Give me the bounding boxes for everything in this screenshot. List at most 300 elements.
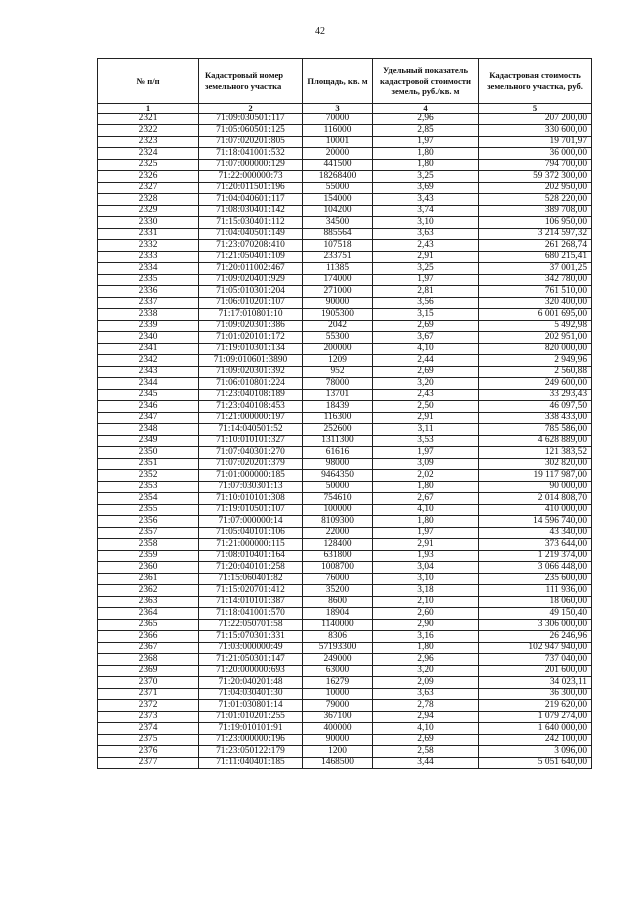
area-cell: 2042: [303, 320, 373, 332]
cadastral-value-cell: 373 644,00: [479, 539, 592, 551]
table-row: [98, 355, 592, 367]
header-cadastral-number: Кадастровый номер земельного участка: [199, 59, 303, 104]
area-cell: 18268400: [303, 171, 373, 183]
cadastral-value-cell: 410 000,00: [479, 504, 592, 516]
table-row: [98, 251, 592, 263]
cadastral-number-cell: 71:23:000000:196: [199, 734, 303, 746]
unit-value-cell: 3,44: [373, 757, 479, 769]
unit-value-cell: 2,44: [373, 355, 479, 367]
header-unit-value: Удельный показатель кадастровой стоимости земель, руб./кв. м: [373, 59, 479, 104]
table-row: [98, 136, 592, 148]
unit-value-cell: 3,43: [373, 194, 479, 206]
cadastral-value-cell: 5 492,98: [479, 320, 592, 332]
header-cadastral-value: Кадастровая стоимость земельного участка, руб.: [479, 59, 592, 104]
table-row: [98, 481, 592, 493]
row-number-cell: 2357: [98, 527, 199, 539]
cadastral-number-cell: 71:15:070301:331: [199, 631, 303, 643]
unit-value-cell: 1,93: [373, 550, 479, 562]
unit-value-cell: 3,11: [373, 424, 479, 436]
cadastral-number-cell: 71:15:060401:82: [199, 573, 303, 585]
unit-value-cell: 1,80: [373, 148, 479, 160]
area-cell: 1008700: [303, 562, 373, 574]
cadastral-number-cell: 71:22:050701:58: [199, 619, 303, 631]
table-row: [98, 424, 592, 436]
cadastral-number-cell: 71:01:010201:255: [199, 711, 303, 723]
row-number-cell: 2329: [98, 205, 199, 217]
cadastral-number-cell: 71:17:010801:10: [199, 309, 303, 321]
row-number-cell: 2327: [98, 182, 199, 194]
area-cell: 249000: [303, 654, 373, 666]
row-number-cell: 2377: [98, 757, 199, 769]
cadastral-value-cell: 14 596 740,00: [479, 516, 592, 528]
table-row: [98, 125, 592, 137]
area-cell: 252600: [303, 424, 373, 436]
table-row: [98, 573, 592, 585]
area-cell: 22000: [303, 527, 373, 539]
cadastral-value-cell: 19 701,97: [479, 136, 592, 148]
cadastral-value-cell: 389 708,00: [479, 205, 592, 217]
row-number-cell: 2341: [98, 343, 199, 355]
cadastral-value-cell: 219 620,00: [479, 700, 592, 712]
cadastral-number-cell: 71:07:000000:129: [199, 159, 303, 171]
table-row: [98, 723, 592, 735]
cadastral-value-cell: 794 700,00: [479, 159, 592, 171]
table-row: [98, 148, 592, 160]
cadastral-number-cell: 71:15:020701:412: [199, 585, 303, 597]
area-cell: 271000: [303, 286, 373, 298]
cadastral-value-cell: 330 600,00: [479, 125, 592, 137]
area-cell: 18904: [303, 608, 373, 620]
table-row: [98, 700, 592, 712]
column-number: 3: [303, 104, 373, 114]
cadastral-number-cell: 71:04:040501:149: [199, 228, 303, 240]
cadastral-number-cell: 71:08:030401:142: [199, 205, 303, 217]
unit-value-cell: 2,91: [373, 412, 479, 424]
area-cell: 116300: [303, 412, 373, 424]
table-row: [98, 240, 592, 252]
table-row: [98, 171, 592, 183]
table-row: [98, 435, 592, 447]
cadastral-number-cell: 71:14:010101:387: [199, 596, 303, 608]
row-number-cell: 2335: [98, 274, 199, 286]
unit-value-cell: 3,10: [373, 573, 479, 585]
cadastral-number-cell: 71:01:000000:185: [199, 470, 303, 482]
table-row: [98, 631, 592, 643]
area-cell: 16279: [303, 677, 373, 689]
table-row: [98, 608, 592, 620]
area-cell: 1140000: [303, 619, 373, 631]
table-row: [98, 746, 592, 758]
cadastral-number-cell: 71:19:010101:91: [199, 723, 303, 735]
area-cell: 76000: [303, 573, 373, 585]
unit-value-cell: 2,69: [373, 320, 479, 332]
cadastral-value-cell: 19 117 987,00: [479, 470, 592, 482]
area-cell: 10000: [303, 688, 373, 700]
cadastral-number-cell: 71:22:000000:73: [199, 171, 303, 183]
row-number-cell: 2369: [98, 665, 199, 677]
table-row: [98, 642, 592, 654]
area-cell: 1209: [303, 355, 373, 367]
row-number-cell: 2355: [98, 504, 199, 516]
table-row: [98, 677, 592, 689]
area-cell: 8109300: [303, 516, 373, 528]
column-number: 1: [98, 104, 199, 114]
row-number-cell: 2333: [98, 251, 199, 263]
row-number-cell: 2324: [98, 148, 199, 160]
unit-value-cell: 4,10: [373, 504, 479, 516]
area-cell: 400000: [303, 723, 373, 735]
area-cell: 11385: [303, 263, 373, 275]
cadastral-value-cell: 2 949,96: [479, 355, 592, 367]
area-cell: 885564: [303, 228, 373, 240]
table-row: [98, 539, 592, 551]
unit-value-cell: 3,53: [373, 435, 479, 447]
unit-value-cell: 1,97: [373, 447, 479, 459]
table-row: [98, 711, 592, 723]
unit-value-cell: 2,91: [373, 539, 479, 551]
cadastral-value-cell: 43 340,00: [479, 527, 592, 539]
cadastral-number-cell: 71:23:050122:179: [199, 746, 303, 758]
cadastral-value-cell: 201 600,00: [479, 665, 592, 677]
unit-value-cell: 1,80: [373, 642, 479, 654]
cadastral-number-cell: 71:18:041001:532: [199, 148, 303, 160]
row-number-cell: 2360: [98, 562, 199, 574]
area-cell: 63000: [303, 665, 373, 677]
cadastral-number-cell: 71:06:010801:224: [199, 378, 303, 390]
row-number-cell: 2344: [98, 378, 199, 390]
unit-value-cell: 2,43: [373, 389, 479, 401]
table-row: [98, 182, 592, 194]
area-cell: 35200: [303, 585, 373, 597]
area-cell: 55300: [303, 332, 373, 344]
table-row: [98, 217, 592, 229]
table-row: [98, 274, 592, 286]
cadastral-number-cell: 71:07:020201:805: [199, 136, 303, 148]
cadastral-value-cell: 785 586,00: [479, 424, 592, 436]
row-number-cell: 2351: [98, 458, 199, 470]
unit-value-cell: 2,94: [373, 711, 479, 723]
area-cell: 50000: [303, 481, 373, 493]
row-number-cell: 2364: [98, 608, 199, 620]
row-number-cell: 2352: [98, 470, 199, 482]
area-cell: 1200: [303, 746, 373, 758]
row-number-cell: 2345: [98, 389, 199, 401]
table-row: [98, 665, 592, 677]
cadastral-number-cell: 71:01:020101:172: [199, 332, 303, 344]
area-cell: 8306: [303, 631, 373, 643]
table-row: [98, 228, 592, 240]
cadastral-number-cell: 71:10:010101:327: [199, 435, 303, 447]
unit-value-cell: 2,81: [373, 286, 479, 298]
row-number-cell: 2325: [98, 159, 199, 171]
cadastral-number-cell: 71:20:011002:467: [199, 263, 303, 275]
area-cell: 631800: [303, 550, 373, 562]
unit-value-cell: 3,16: [373, 631, 479, 643]
row-number-cell: 2363: [98, 596, 199, 608]
table-row: [98, 366, 592, 378]
row-number-cell: 2376: [98, 746, 199, 758]
cadastral-number-cell: 71:04:030401:30: [199, 688, 303, 700]
cadastral-number-cell: 71:09:020401:929: [199, 274, 303, 286]
unit-value-cell: 2,50: [373, 401, 479, 413]
unit-value-cell: 2,90: [373, 619, 479, 631]
area-cell: 154000: [303, 194, 373, 206]
unit-value-cell: 2,43: [373, 240, 479, 252]
table-row: [98, 688, 592, 700]
unit-value-cell: 2,58: [373, 746, 479, 758]
cadastral-value-cell: 18 060,00: [479, 596, 592, 608]
cadastral-number-cell: 71:07:000000:14: [199, 516, 303, 528]
column-number: 4: [373, 104, 479, 114]
row-number-cell: 2328: [98, 194, 199, 206]
cadastral-value-cell: 242 100,00: [479, 734, 592, 746]
cadastral-value-cell: 261 268,74: [479, 240, 592, 252]
column-number: 5: [479, 104, 592, 114]
area-cell: 61616: [303, 447, 373, 459]
row-number-cell: 2375: [98, 734, 199, 746]
cadastral-value-cell: 737 040,00: [479, 654, 592, 666]
cadastral-number-cell: 71:20:000000:693: [199, 665, 303, 677]
unit-value-cell: 2,91: [373, 251, 479, 263]
cadastral-number-cell: 71:01:030801:14: [199, 700, 303, 712]
area-cell: 200000: [303, 343, 373, 355]
cadastral-value-cell: 49 150,40: [479, 608, 592, 620]
table-row: [98, 447, 592, 459]
unit-value-cell: 3,74: [373, 205, 479, 217]
cadastral-value-cell: 342 780,00: [479, 274, 592, 286]
table-row: [98, 619, 592, 631]
table-row: [98, 470, 592, 482]
table-row: [98, 493, 592, 505]
area-cell: 107518: [303, 240, 373, 252]
cadastral-value-cell: 26 246,96: [479, 631, 592, 643]
cadastral-value-cell: 46 097,50: [479, 401, 592, 413]
row-number-cell: 2347: [98, 412, 199, 424]
cadastral-number-cell: 71:15:030401:112: [199, 217, 303, 229]
table-row: [98, 159, 592, 171]
table-row: [98, 286, 592, 298]
cadastral-number-cell: 71:21:050401:109: [199, 251, 303, 263]
unit-value-cell: 3,10: [373, 217, 479, 229]
row-number-cell: 2349: [98, 435, 199, 447]
row-number-cell: 2321: [98, 113, 199, 125]
cadastral-number-cell: 71:06:010201:107: [199, 297, 303, 309]
unit-value-cell: 4,10: [373, 343, 479, 355]
table-row: [98, 309, 592, 321]
row-number-cell: 2343: [98, 366, 199, 378]
table-row: [98, 562, 592, 574]
cadastral-value-cell: 3 214 597,32: [479, 228, 592, 240]
cadastral-value-cell: 528 220,00: [479, 194, 592, 206]
table-row: [98, 401, 592, 413]
row-number-cell: 2340: [98, 332, 199, 344]
cadastral-number-cell: 71:19:010301:134: [199, 343, 303, 355]
row-number-cell: 2346: [98, 401, 199, 413]
cadastral-value-table: [97, 58, 592, 769]
cadastral-value-cell: 207 200,00: [479, 113, 592, 125]
row-number-cell: 2354: [98, 493, 199, 505]
cadastral-number-cell: 71:20:011501:196: [199, 182, 303, 194]
table-row: [98, 550, 592, 562]
cadastral-number-cell: 71:21:050301:147: [199, 654, 303, 666]
row-number-cell: 2326: [98, 171, 199, 183]
table-row: [98, 205, 592, 217]
header-area: Площадь, кв. м: [303, 59, 373, 104]
unit-value-cell: 2,60: [373, 608, 479, 620]
cadastral-value-cell: 1 079 274,00: [479, 711, 592, 723]
cadastral-number-cell: 71:20:040201:48: [199, 677, 303, 689]
table-row: [98, 332, 592, 344]
cadastral-number-cell: 71:14:040501:52: [199, 424, 303, 436]
area-cell: 128400: [303, 539, 373, 551]
table-row: [98, 297, 592, 309]
cadastral-number-cell: 71:21:000000:197: [199, 412, 303, 424]
cadastral-number-cell: 71:07:040301:270: [199, 447, 303, 459]
cadastral-value-cell: 302 820,00: [479, 458, 592, 470]
cadastral-value-cell: 320 400,00: [479, 297, 592, 309]
area-cell: 116000: [303, 125, 373, 137]
unit-value-cell: 3,20: [373, 665, 479, 677]
table-row: [98, 527, 592, 539]
area-cell: 90000: [303, 734, 373, 746]
table-row: [98, 504, 592, 516]
area-cell: 100000: [303, 504, 373, 516]
row-number-cell: 2342: [98, 355, 199, 367]
cadastral-value-cell: 36 000,00: [479, 148, 592, 160]
cadastral-value-cell: 202 950,00: [479, 182, 592, 194]
row-number-cell: 2374: [98, 723, 199, 735]
header-row-number: № п/п: [98, 59, 199, 104]
table-row: [98, 654, 592, 666]
area-cell: 98000: [303, 458, 373, 470]
unit-value-cell: 3,04: [373, 562, 479, 574]
row-number-cell: 2350: [98, 447, 199, 459]
cadastral-number-cell: 71:09:030501:117: [199, 113, 303, 125]
cadastral-value-cell: 338 433,00: [479, 412, 592, 424]
row-number-cell: 2366: [98, 631, 199, 643]
unit-value-cell: 3,20: [373, 378, 479, 390]
unit-value-cell: 1,80: [373, 481, 479, 493]
row-number-cell: 2368: [98, 654, 199, 666]
cadastral-number-cell: 71:23:040108:189: [199, 389, 303, 401]
unit-value-cell: 3,56: [373, 297, 479, 309]
unit-value-cell: 1,97: [373, 527, 479, 539]
cadastral-value-cell: 36 300,00: [479, 688, 592, 700]
cadastral-number-cell: 71:05:040101:106: [199, 527, 303, 539]
area-cell: 13701: [303, 389, 373, 401]
cadastral-number-cell: 71:09:020301:392: [199, 366, 303, 378]
area-cell: 174000: [303, 274, 373, 286]
cadastral-value-cell: 33 293,43: [479, 389, 592, 401]
cadastral-number-cell: 71:19:010501:107: [199, 504, 303, 516]
cadastral-value-cell: 2 560,88: [479, 366, 592, 378]
cadastral-number-cell: 71:05:060501:125: [199, 125, 303, 137]
row-number-cell: 2367: [98, 642, 199, 654]
row-number-cell: 2322: [98, 125, 199, 137]
unit-value-cell: 1,80: [373, 516, 479, 528]
cadastral-value-cell: 121 383,52: [479, 447, 592, 459]
cadastral-value-cell: 3 306 000,00: [479, 619, 592, 631]
row-number-cell: 2338: [98, 309, 199, 321]
table-row: [98, 194, 592, 206]
unit-value-cell: 2,78: [373, 700, 479, 712]
row-number-cell: 2371: [98, 688, 199, 700]
unit-value-cell: 3,63: [373, 688, 479, 700]
cadastral-number-cell: 71:20:040101:258: [199, 562, 303, 574]
cadastral-value-cell: 102 947 940,00: [479, 642, 592, 654]
row-number-cell: 2336: [98, 286, 199, 298]
cadastral-value-cell: 106 950,00: [479, 217, 592, 229]
cadastral-number-cell: 71:08:010401:164: [199, 550, 303, 562]
unit-value-cell: 2,69: [373, 366, 479, 378]
cadastral-value-cell: 3 066 448,00: [479, 562, 592, 574]
area-cell: 57193300: [303, 642, 373, 654]
table-row: [98, 585, 592, 597]
area-cell: 104200: [303, 205, 373, 217]
area-cell: 952: [303, 366, 373, 378]
row-number-cell: 2330: [98, 217, 199, 229]
area-cell: 367100: [303, 711, 373, 723]
area-cell: 441500: [303, 159, 373, 171]
cadastral-value-cell: 37 001,25: [479, 263, 592, 275]
unit-value-cell: 3,69: [373, 182, 479, 194]
table-row: [98, 343, 592, 355]
row-number-cell: 2372: [98, 700, 199, 712]
table-row: [98, 596, 592, 608]
cadastral-number-cell: 71:21:000000:115: [199, 539, 303, 551]
cadastral-number-cell: 71:09:010601:3890: [199, 355, 303, 367]
unit-value-cell: 2,85: [373, 125, 479, 137]
cadastral-value-cell: 90 000,00: [479, 481, 592, 493]
area-cell: 233751: [303, 251, 373, 263]
cadastral-number-cell: 71:05:010301:204: [199, 286, 303, 298]
cadastral-value-cell: 761 510,00: [479, 286, 592, 298]
area-cell: 20000: [303, 148, 373, 160]
column-number-row: [98, 104, 592, 114]
table-row: [98, 734, 592, 746]
table-row: [98, 458, 592, 470]
row-number-cell: 2353: [98, 481, 199, 493]
row-number-cell: 2365: [98, 619, 199, 631]
row-number-cell: 2348: [98, 424, 199, 436]
cadastral-value-cell: 1 219 374,00: [479, 550, 592, 562]
unit-value-cell: 2,02: [373, 470, 479, 482]
area-cell: 70000: [303, 113, 373, 125]
area-cell: 1468500: [303, 757, 373, 769]
cadastral-value-cell: 6 001 695,00: [479, 309, 592, 321]
column-number: 2: [199, 104, 303, 114]
unit-value-cell: 1,80: [373, 159, 479, 171]
cadastral-number-cell: 71:07:030301:13: [199, 481, 303, 493]
table-row: [98, 389, 592, 401]
area-cell: 8600: [303, 596, 373, 608]
table-row: [98, 320, 592, 332]
unit-value-cell: 3,15: [373, 309, 479, 321]
cadastral-value-cell: 249 600,00: [479, 378, 592, 390]
cadastral-value-cell: 235 600,00: [479, 573, 592, 585]
table-row: [98, 263, 592, 275]
area-cell: 1905300: [303, 309, 373, 321]
unit-value-cell: 1,97: [373, 136, 479, 148]
unit-value-cell: 3,63: [373, 228, 479, 240]
area-cell: 79000: [303, 700, 373, 712]
cadastral-value-cell: 202 951,00: [479, 332, 592, 344]
unit-value-cell: 1,97: [373, 274, 479, 286]
area-cell: 55000: [303, 182, 373, 194]
cadastral-value-cell: 59 372 300,00: [479, 171, 592, 183]
cadastral-number-cell: 71:18:041001:570: [199, 608, 303, 620]
unit-value-cell: 3,18: [373, 585, 479, 597]
